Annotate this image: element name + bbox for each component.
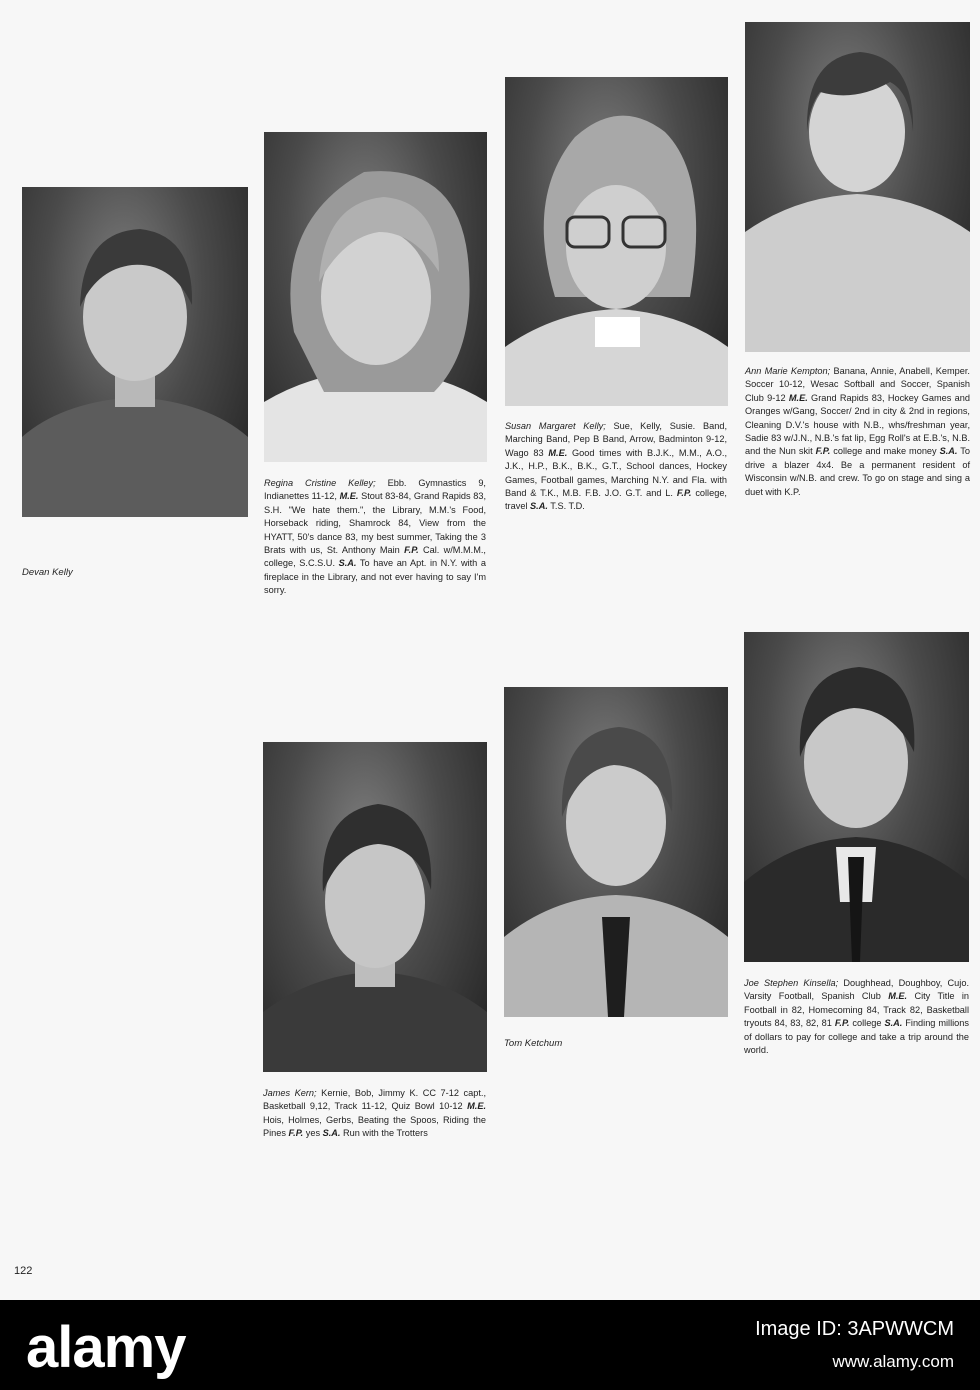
caption-ann-kempton — [745, 365, 970, 499]
caption-james-kern — [263, 1087, 486, 1141]
caption-text: Good times with B.J.K., M.M., A.O., J.K., H.P., B.K., B.K., G.T., School dances, Hockey Games, Football games, Marching N.Y. and Fla. with Band & T.K., M.B. F.B. J.O. G.T. and L. — [505, 447, 728, 499]
student-name: Ann Marie Kempton; — [745, 366, 831, 376]
portrait-ann-kempton — [745, 22, 970, 352]
abbr-sa: S.A. — [884, 1018, 903, 1029]
portrait-susan-kelly — [505, 77, 728, 406]
caption-text: college — [849, 1018, 885, 1029]
abbr-me: M.E. — [548, 447, 568, 458]
caption-tom-ketchum: Tom Ketchum — [504, 1038, 563, 1049]
portrait-tom-ketchum — [504, 687, 728, 1017]
caption-regina-kelley — [264, 477, 486, 598]
abbr-sa: S.A. — [338, 558, 357, 569]
caption-text: Banana, Annie, Anabell, Kemper. Soccer 10-12, Wesac Softball and Soccer, Spanish Club 9-12 — [745, 366, 970, 403]
abbr-sa: S.A. — [530, 501, 548, 512]
portrait-silhouette-icon — [505, 77, 728, 406]
caption-text: college and make money — [830, 446, 940, 457]
portrait-silhouette-icon — [22, 187, 248, 517]
caption-susan-kelly — [505, 420, 727, 514]
abbr-fp: F.P. — [676, 488, 692, 499]
caption-text: Hois, Holmes, Gerbs, Beating the Spoos, Riding the Pines — [263, 1114, 486, 1139]
portrait-silhouette-icon — [263, 742, 487, 1072]
student-name: Regina Cristine Kelley; — [264, 478, 376, 488]
caption-text: T.S. T.D. — [547, 501, 585, 512]
portrait-devan-kelly — [22, 187, 248, 517]
caption-text: City Title in Football in 82, Homecoming 84, Track 82, Basketball tryouts 84, 83, 82, 81 — [744, 991, 969, 1029]
caption-text: Doughhead, Doughboy, Cujo. Varsity Football, Spanish Club — [744, 978, 969, 1002]
portrait-silhouette-icon — [504, 687, 728, 1017]
abbr-fp: F.P. — [815, 446, 831, 457]
caption-text: To have an Apt. in N.Y. with a fireplace in the Library, and not ever having to say I'm sorry. — [264, 558, 486, 596]
abbr-sa: S.A. — [939, 446, 958, 457]
caption-text: Finding millions of dollars to pay for college and take a trip around the world. — [744, 1018, 969, 1056]
abbr-fp: F.P. — [288, 1128, 304, 1139]
footer-url: www.alamy.com — [832, 1352, 954, 1371]
abbr-me: M.E. — [467, 1101, 486, 1112]
caption-text: Kernie, Bob, Jimmy K. CC 7-12 capt., Basketball 9,12, Track 11-12, Quiz Bowl 10-12 — [263, 1088, 486, 1112]
abbr-fp: F.P. — [834, 1018, 850, 1029]
caption-text: college, travel — [505, 488, 727, 512]
caption-text: Sue, Kelly, Susie. Band, Marching Band, Pep B Band, Arrow, Badminton 9-12, Wago 83 — [505, 421, 727, 458]
portrait-james-kern — [263, 742, 487, 1072]
portrait-joe-kinsella — [744, 632, 969, 962]
caption-text: Ebb. Gymnastics 9, Indianettes 11-12, — [264, 478, 486, 502]
caption-devan-kelly: Devan Kelly — [22, 567, 73, 578]
student-name: James Kern; — [263, 1088, 317, 1098]
portrait-silhouette-icon — [264, 132, 487, 462]
caption-text: yes — [303, 1128, 323, 1139]
caption-text: Run with the Trotters — [340, 1128, 428, 1139]
student-name: Susan Margaret Kelly; — [505, 421, 606, 431]
caption-text: To drive a blazer 4x4. Be a permanent resident of Wisconsin w/N.B. and crew. To go on stage and sing a duet with K.P. — [745, 446, 970, 497]
abbr-me: M.E. — [339, 491, 359, 502]
abbr-fp: F.P. — [404, 545, 419, 556]
abbr-sa: S.A. — [322, 1128, 341, 1139]
image-id: Image ID: 3APWWCM — [755, 1318, 954, 1340]
caption-text: Grand Rapids 83, Hockey Games and Oranges w/Gang, Soccer/ 2nd in city & 2nd in regions, Cleaning D.V.'s house with N.B., whs/freshman year, Sadie 83 w/J.N., N.B.'s fat lip, Egg Roll's at E.B.'s, N.B. and the Nun skit — [745, 392, 970, 457]
caption-text: Cal. w/M.M.M., college, S.C.S.U. — [264, 545, 486, 569]
portrait-silhouette-icon — [745, 22, 970, 352]
stock-footer-banner — [0, 1300, 980, 1390]
abbr-me: M.E. — [788, 392, 808, 403]
portrait-silhouette-icon — [744, 632, 969, 962]
caption-joe-kinsella — [744, 977, 969, 1057]
portrait-regina-kelley — [264, 132, 487, 462]
page-number: 122 — [14, 1265, 33, 1277]
alamy-logo: alamy — [26, 1315, 186, 1380]
caption-text: Stout 83-84, Grand Rapids 83, S.H. "We hate them.", the Library, M.M.'s Food, Horseback riding, Shamrock 84, View from the HYATT, 50's dance 83, my best summer, Taking the 3 Brats with us, St. Anthony Main — [264, 491, 486, 556]
abbr-me: M.E. — [888, 991, 908, 1002]
student-name: Joe Stephen Kinsella; — [744, 978, 839, 988]
